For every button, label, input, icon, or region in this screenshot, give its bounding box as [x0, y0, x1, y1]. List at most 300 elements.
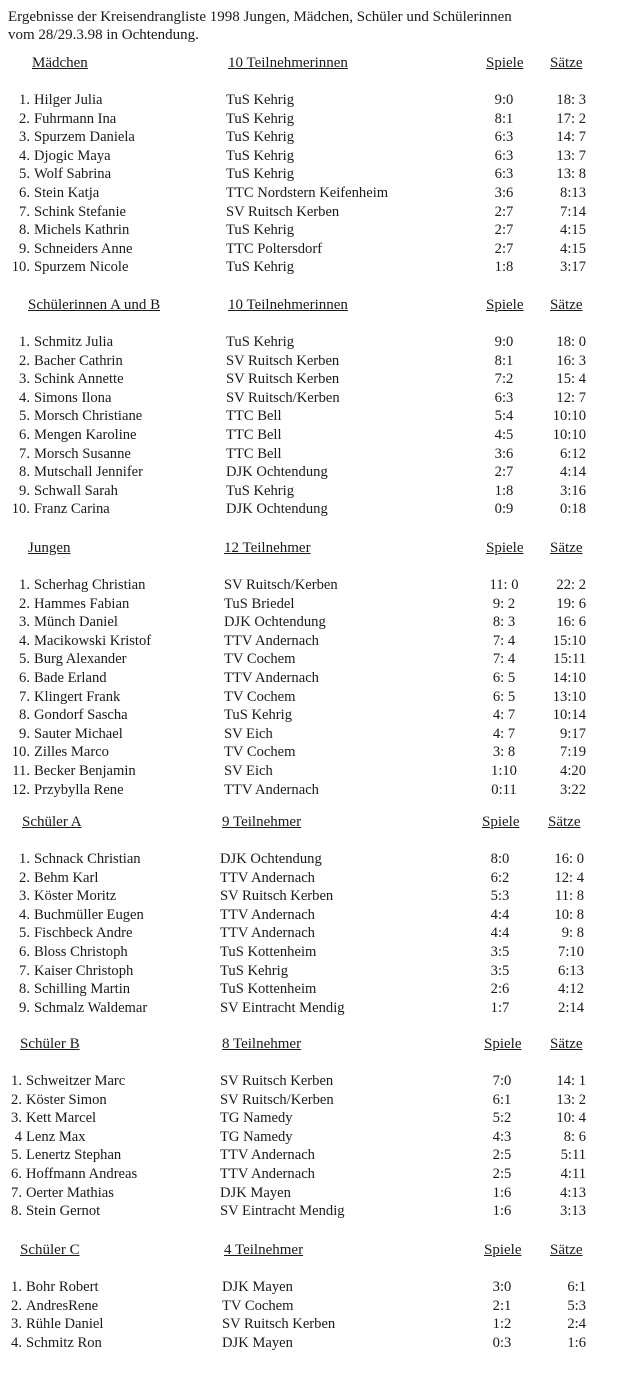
table-row [0, 706, 640, 725]
results-table [0, 850, 640, 1017]
table-row [0, 962, 640, 981]
games-cell: 4: 7 [492, 725, 516, 742]
games-cell: 8:1 [494, 110, 514, 127]
club-cell: TuS Briedel [224, 595, 295, 612]
table-row [0, 352, 640, 371]
games-cell: 2:5 [492, 1165, 512, 1182]
rank-cell: 10. [11, 744, 30, 761]
sets-cell: 7:19 [560, 744, 586, 761]
games-cell: 1:10 [491, 762, 517, 779]
player-name-cell: Schwall Sarah [34, 482, 118, 499]
column-header-sets: Sätze [550, 540, 583, 556]
rank-cell: 9. [19, 240, 30, 257]
player-name-cell: Schnack Christian [34, 851, 141, 867]
rank-cell: 6. [19, 184, 30, 201]
club-cell: TV Cochem [224, 651, 296, 668]
table-row [0, 762, 640, 781]
table-row [0, 445, 640, 464]
rank-cell: 5. [19, 166, 30, 183]
sets-cell: 16: 0 [554, 851, 584, 867]
club-cell: TV Cochem [222, 1297, 294, 1314]
player-name-cell: Münch Daniel [34, 614, 118, 631]
rank-cell: 1. [19, 577, 30, 593]
section-1 [0, 55, 640, 277]
player-name-cell: Morsch Susanne [34, 445, 131, 462]
rank-cell: 2. [11, 1297, 22, 1314]
sets-cell: 7:14 [560, 203, 586, 220]
games-cell: 6: 5 [492, 688, 516, 705]
club-cell: SV Ruitsch/Kerben [226, 389, 340, 406]
games-cell: 7:2 [494, 371, 514, 388]
club-cell: TTC Poltersdorf [226, 240, 323, 257]
header-line-1: Ergebnisse der Kreisendrangliste 1998 Jungen, Mädchen, Schüler und Schülerinnen [8, 9, 512, 25]
table-row [0, 165, 640, 184]
table-row [0, 110, 640, 129]
section-4 [0, 814, 640, 1017]
column-header-games: Spiele [486, 297, 524, 313]
sets-cell: 16: 3 [556, 352, 586, 369]
rank-cell: 2. [11, 1091, 22, 1108]
games-cell: 2:6 [490, 981, 510, 998]
player-name-cell: Spurzem Daniela [34, 129, 135, 146]
club-cell: DJK Ochtendung [220, 851, 322, 867]
games-cell: 8:0 [490, 851, 510, 867]
sets-cell: 4:11 [560, 1165, 586, 1182]
club-cell: DJK Ochtendung [226, 501, 328, 518]
rank-cell: 7. [11, 1184, 22, 1201]
section-5 [0, 1036, 640, 1221]
player-name-cell: Macikowski Kristof [34, 632, 152, 649]
table-row [0, 333, 640, 352]
rank-cell: 12. [11, 781, 30, 798]
sets-cell: 15:10 [552, 632, 586, 649]
rank-cell: 7. [19, 203, 30, 220]
club-cell: TuS Kottenheim [220, 981, 317, 998]
club-cell: DJK Mayen [220, 1184, 291, 1201]
table-row [0, 1334, 640, 1353]
participant-count: 10 Teilnehmerinnen [228, 55, 348, 71]
column-header-games: Spiele [486, 55, 524, 71]
club-cell: TTC Bell [226, 445, 282, 462]
column-header-games: Spiele [484, 1036, 522, 1052]
club-cell: TuS Kottenheim [220, 943, 317, 960]
player-name-cell: AndresRene [26, 1297, 99, 1314]
table-row [0, 1165, 640, 1184]
section-3 [0, 540, 640, 799]
player-name-cell: Lenz Max [26, 1128, 86, 1145]
games-cell: 8:1 [494, 352, 514, 369]
player-name-cell: Schneiders Anne [34, 240, 133, 257]
sets-cell: 3:16 [560, 482, 586, 499]
player-name-cell: Schmitz Ron [26, 1334, 102, 1351]
games-cell: 1:2 [492, 1316, 512, 1333]
section-heading [0, 297, 640, 319]
rank-cell: 5. [11, 1147, 22, 1164]
section-heading [0, 540, 640, 562]
rank-cell: 7. [19, 688, 30, 705]
club-cell: SV Eich [224, 725, 273, 742]
player-name-cell: Michels Kathrin [34, 222, 130, 239]
section-heading [0, 1242, 640, 1264]
table-row [0, 1109, 640, 1128]
table-row [0, 613, 640, 632]
games-cell: 9:0 [494, 92, 514, 108]
club-cell: TuS Kehrig [226, 222, 294, 239]
table-row [0, 184, 640, 203]
player-name-cell: Kaiser Christoph [34, 962, 134, 979]
rank-cell: 1. [19, 334, 30, 350]
club-cell: TG Namedy [220, 1110, 293, 1127]
rank-cell: 7. [19, 445, 30, 462]
games-cell: 4:4 [490, 925, 510, 942]
player-name-cell: Hoffmann Andreas [26, 1165, 138, 1182]
player-name-cell: Schink Stefanie [34, 203, 127, 220]
table-row [0, 1297, 640, 1316]
rank-cell: 7. [19, 962, 30, 979]
games-cell: 2:5 [492, 1147, 512, 1164]
column-header-games: Spiele [484, 1242, 522, 1258]
games-cell: 6: 5 [492, 669, 516, 686]
table-row [0, 370, 640, 389]
table-row [0, 1091, 640, 1110]
player-name-cell: Oerter Mathias [26, 1184, 114, 1201]
club-cell: SV Eich [224, 762, 273, 779]
table-row [0, 147, 640, 166]
club-cell: TV Cochem [224, 744, 296, 761]
section-title: Mädchen [32, 55, 88, 71]
sets-cell: 17: 2 [556, 110, 586, 127]
table-row [0, 1146, 640, 1165]
rank-cell: 2. [19, 595, 30, 612]
rank-cell: 3. [19, 614, 30, 631]
table-row [0, 482, 640, 501]
table-row [0, 943, 640, 962]
games-cell: 3:5 [490, 962, 510, 979]
club-cell: TuS Kehrig [220, 962, 288, 979]
club-cell: TuS Kehrig [226, 259, 294, 276]
player-name-cell: Mutschall Jennifer [34, 464, 144, 481]
player-name-cell: Djogic Maya [34, 147, 111, 164]
rank-cell: 5. [19, 925, 30, 942]
rank-cell: 9. [19, 999, 30, 1016]
games-cell: 4:3 [492, 1128, 512, 1145]
player-name-cell: Hammes Fabian [34, 595, 130, 612]
table-row [0, 632, 640, 651]
rank-cell: 3. [11, 1110, 22, 1127]
sets-cell: 10:10 [552, 426, 586, 443]
player-name-cell: Schink Annette [34, 371, 124, 388]
club-cell: TTV Andernach [220, 925, 315, 942]
rank-cell: 8. [19, 222, 30, 239]
results-table [0, 576, 640, 799]
player-name-cell: Morsch Christiane [34, 408, 143, 425]
column-header-sets: Sätze [550, 297, 583, 313]
games-cell: 6:1 [492, 1091, 512, 1108]
games-cell: 6:2 [490, 869, 510, 886]
player-name-cell: Zilles Marco [34, 744, 109, 761]
table-row [0, 980, 640, 999]
results-table [0, 333, 640, 519]
sets-cell: 6:12 [560, 445, 586, 462]
sets-cell: 13: 7 [556, 147, 586, 164]
player-name-cell: Köster Moritz [34, 888, 117, 905]
rank-cell: 2. [19, 869, 30, 886]
sets-cell: 19: 6 [556, 595, 586, 612]
rank-cell: 1. [11, 1279, 22, 1295]
sets-cell: 4:15 [560, 222, 586, 239]
player-name-cell: Schweitzer Marc [26, 1073, 126, 1089]
rank-cell: 9. [19, 482, 30, 499]
games-cell: 2:7 [494, 464, 514, 481]
player-name-cell: Köster Simon [26, 1091, 107, 1108]
table-row [0, 1202, 640, 1221]
rank-cell: 1. [19, 851, 30, 867]
player-name-cell: Kett Marcel [26, 1110, 97, 1127]
rank-cell: 4. [19, 906, 30, 923]
rank-cell: 8. [19, 981, 30, 998]
player-name-cell: Bloss Christoph [34, 943, 128, 960]
player-name-cell: Klingert Frank [34, 688, 121, 705]
player-name-cell: Buchmüller Eugen [34, 906, 144, 923]
club-cell: SV Eintracht Mendig [220, 1203, 345, 1220]
games-cell: 3:0 [492, 1279, 512, 1295]
player-name-cell: Spurzem Nicole [34, 259, 129, 276]
sets-cell: 18: 0 [556, 334, 586, 350]
sets-cell: 2:14 [558, 999, 584, 1016]
sets-cell: 10:14 [552, 707, 586, 724]
player-name-cell: Bohr Robert [26, 1279, 99, 1295]
club-cell: TuS Kehrig [226, 129, 294, 146]
games-cell: 4:4 [490, 906, 510, 923]
player-name-cell: Stein Gernot [26, 1203, 101, 1220]
player-name-cell: Fischbeck Andre [34, 925, 133, 942]
rank-cell: 9. [19, 725, 30, 742]
club-cell: SV Ruitsch Kerben [226, 352, 340, 369]
player-name-cell: Gondorf Sascha [34, 707, 128, 724]
sets-cell: 22: 2 [556, 577, 586, 593]
sets-cell: 13: 2 [556, 1091, 586, 1108]
rank-cell: 2. [19, 352, 30, 369]
sets-cell: 3:17 [560, 259, 586, 276]
player-name-cell: Simons Ilona [34, 389, 112, 406]
column-header-games: Spiele [482, 814, 520, 830]
player-name-cell: Schmalz Waldemar [34, 999, 148, 1016]
section-title: Jungen [28, 540, 71, 556]
club-cell: SV Ruitsch Kerben [220, 1073, 334, 1089]
table-row [0, 999, 640, 1018]
player-name-cell: Przybylla Rene [34, 781, 124, 798]
games-cell: 3:5 [490, 943, 510, 960]
sets-cell: 18: 3 [556, 92, 586, 108]
sets-cell: 2:4 [567, 1316, 586, 1333]
rank-cell: 10. [11, 501, 30, 518]
sets-cell: 14:10 [552, 669, 586, 686]
player-name-cell: Wolf Sabrina [34, 166, 112, 183]
club-cell: SV Eintracht Mendig [220, 999, 345, 1016]
document-header [8, 8, 628, 44]
header-line-2: vom 28/29.3.98 in Ochtendung. [8, 27, 199, 43]
rank-cell: 1. [19, 92, 30, 108]
table-row [0, 91, 640, 110]
club-cell: TTV Andernach [220, 1165, 315, 1182]
games-cell: 2:1 [492, 1297, 512, 1314]
sets-cell: 11: 8 [554, 888, 584, 905]
club-cell: SV Ruitsch/Kerben [220, 1091, 334, 1108]
participant-count: 9 Teilnehmer [222, 814, 302, 830]
sets-cell: 9: 8 [561, 925, 584, 942]
sets-cell: 12: 7 [556, 389, 586, 406]
sets-cell: 4:13 [560, 1184, 586, 1201]
player-name-cell: Franz Carina [34, 501, 110, 518]
player-name-cell: Mengen Karoline [34, 426, 137, 443]
games-cell: 1:8 [494, 482, 514, 499]
player-name-cell: Bacher Cathrin [34, 352, 123, 369]
club-cell: TTC Bell [226, 426, 282, 443]
games-cell: 7: 4 [492, 651, 516, 668]
games-cell: 3:6 [494, 445, 514, 462]
games-cell: 6:3 [494, 129, 514, 146]
player-name-cell: Schmitz Julia [34, 334, 114, 350]
club-cell: TTC Bell [226, 408, 282, 425]
results-table [0, 1278, 640, 1352]
games-cell: 5:4 [494, 408, 514, 425]
games-cell: 2:7 [494, 203, 514, 220]
table-row [0, 688, 640, 707]
games-cell: 1:7 [490, 999, 510, 1016]
table-row [0, 669, 640, 688]
section-title: Schülerinnen A und B [28, 297, 161, 313]
rank-cell: 6. [11, 1165, 22, 1182]
rank-cell: 6. [19, 669, 30, 686]
sets-cell: 10: 4 [556, 1110, 586, 1127]
sets-cell: 4:12 [558, 981, 584, 998]
results-table [0, 91, 640, 277]
club-cell: SV Ruitsch Kerben [222, 1316, 336, 1333]
games-cell: 3: 8 [492, 744, 516, 761]
sets-cell: 3:13 [560, 1203, 586, 1220]
rank-cell: 10. [11, 259, 30, 276]
club-cell: TuS Kehrig [224, 707, 292, 724]
player-name-cell: Stein Katja [34, 184, 100, 201]
sets-cell: 6:1 [567, 1279, 586, 1295]
games-cell: 0:9 [494, 501, 514, 518]
club-cell: SV Ruitsch Kerben [226, 203, 340, 220]
sets-cell: 15: 4 [556, 371, 586, 388]
table-row [0, 725, 640, 744]
games-cell: 0:3 [492, 1334, 512, 1351]
table-row [0, 407, 640, 426]
table-row [0, 576, 640, 595]
player-name-cell: Becker Benjamin [34, 762, 136, 779]
club-cell: TuS Kehrig [226, 147, 294, 164]
table-row [0, 389, 640, 408]
club-cell: TTV Andernach [220, 1147, 315, 1164]
rank-cell: 6. [19, 426, 30, 443]
table-row [0, 1184, 640, 1203]
games-cell: 4: 7 [492, 707, 516, 724]
section-heading [0, 55, 640, 77]
sets-cell: 4:20 [560, 762, 586, 779]
table-row [0, 1072, 640, 1091]
rank-cell: 3. [19, 371, 30, 388]
games-cell: 1:6 [492, 1184, 512, 1201]
table-row [0, 500, 640, 519]
games-cell: 2:7 [494, 222, 514, 239]
column-header-sets: Sätze [550, 1036, 583, 1052]
table-row [0, 1128, 640, 1147]
rank-cell: 4. [19, 147, 30, 164]
games-cell: 5:2 [492, 1110, 512, 1127]
games-cell: 5:3 [490, 888, 510, 905]
player-name-cell: Burg Alexander [34, 651, 127, 668]
sets-cell: 0:18 [560, 501, 586, 518]
rank-cell: 5. [19, 408, 30, 425]
rank-cell: 4. [19, 389, 30, 406]
club-cell: SV Ruitsch Kerben [226, 371, 340, 388]
club-cell: TTC Nordstern Keifenheim [226, 184, 389, 201]
club-cell: TTV Andernach [224, 669, 319, 686]
sets-cell: 14: 7 [556, 129, 586, 146]
club-cell: TV Cochem [224, 688, 296, 705]
club-cell: DJK Mayen [222, 1279, 293, 1295]
rank-cell: 6. [19, 943, 30, 960]
column-header-sets: Sätze [550, 55, 583, 71]
club-cell: SV Ruitsch Kerben [220, 888, 334, 905]
sets-cell: 9:17 [560, 725, 586, 742]
table-row [0, 426, 640, 445]
rank-cell: 4. [19, 632, 30, 649]
sets-cell: 16: 6 [556, 614, 586, 631]
table-row [0, 240, 640, 259]
table-row [0, 781, 640, 800]
rank-cell: 8. [11, 1203, 22, 1220]
table-row [0, 906, 640, 925]
rank-cell: 11. [12, 762, 30, 779]
sets-cell: 10: 8 [554, 906, 584, 923]
table-row [0, 1315, 640, 1334]
results-table [0, 1072, 640, 1221]
club-cell: SV Ruitsch/Kerben [224, 577, 338, 593]
rank-cell: 4 [14, 1128, 22, 1145]
rank-cell: 8. [19, 707, 30, 724]
rank-cell: 4. [11, 1334, 22, 1351]
sets-cell: 4:15 [560, 240, 586, 257]
sets-cell: 4:14 [560, 464, 586, 481]
player-name-cell: Behm Karl [34, 869, 99, 886]
sets-cell: 12: 4 [554, 869, 584, 886]
section-heading [0, 1036, 640, 1058]
table-row [0, 595, 640, 614]
section-title: Schüler A [22, 814, 82, 830]
table-row [0, 650, 640, 669]
club-cell: TuS Kehrig [226, 482, 294, 499]
participant-count: 8 Teilnehmer [222, 1036, 302, 1052]
player-name-cell: Rühle Daniel [26, 1316, 104, 1333]
rank-cell: 2. [19, 110, 30, 127]
table-row [0, 850, 640, 869]
rank-cell: 8. [19, 464, 30, 481]
rank-cell: 5. [19, 651, 30, 668]
games-cell: 6:3 [494, 389, 514, 406]
rank-cell: 3. [19, 129, 30, 146]
sets-cell: 8: 6 [563, 1128, 586, 1145]
club-cell: TuS Kehrig [226, 92, 294, 108]
games-cell: 7: 4 [492, 632, 516, 649]
games-cell: 11: 0 [489, 577, 519, 593]
table-row [0, 203, 640, 222]
club-cell: DJK Ochtendung [226, 464, 328, 481]
column-header-games: Spiele [486, 540, 524, 556]
